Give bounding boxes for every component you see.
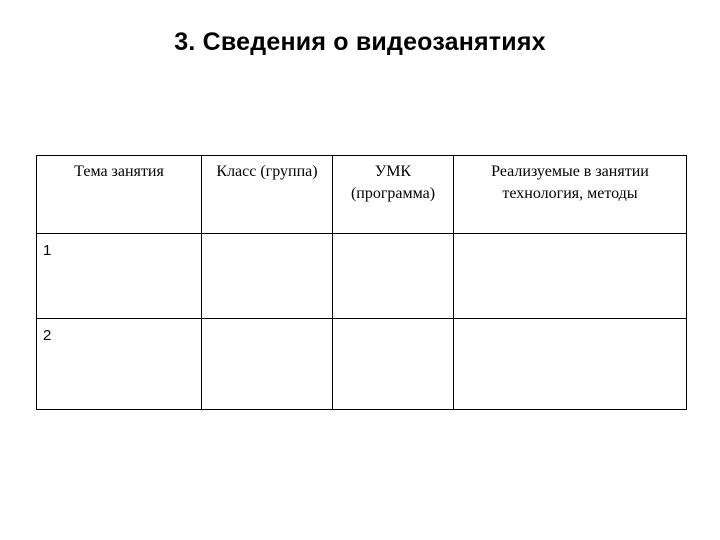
header-technologies: Реализуемые в занятии технология, методы: [454, 156, 687, 234]
row-number: 2: [43, 327, 52, 344]
header-umk: УМК (программа): [333, 156, 454, 234]
cell-umk[interactable]: [333, 319, 454, 410]
cell-topic[interactable]: [37, 234, 202, 319]
row-number: 1: [43, 242, 52, 259]
header-class: Класс (группа): [202, 156, 333, 234]
cell-topic[interactable]: [37, 319, 202, 410]
cell-umk[interactable]: [333, 234, 454, 319]
video-lessons-table: [36, 155, 687, 410]
table-row: [37, 234, 687, 319]
header-topic: Тема занятия: [37, 156, 202, 234]
table-header-row: [37, 156, 687, 234]
cell-technologies[interactable]: [454, 319, 687, 410]
cell-technologies[interactable]: [454, 234, 687, 319]
cell-class[interactable]: [202, 319, 333, 410]
table-row: [37, 319, 687, 410]
cell-class[interactable]: [202, 234, 333, 319]
page-title: 3. Сведения о видеозанятиях: [174, 28, 546, 56]
